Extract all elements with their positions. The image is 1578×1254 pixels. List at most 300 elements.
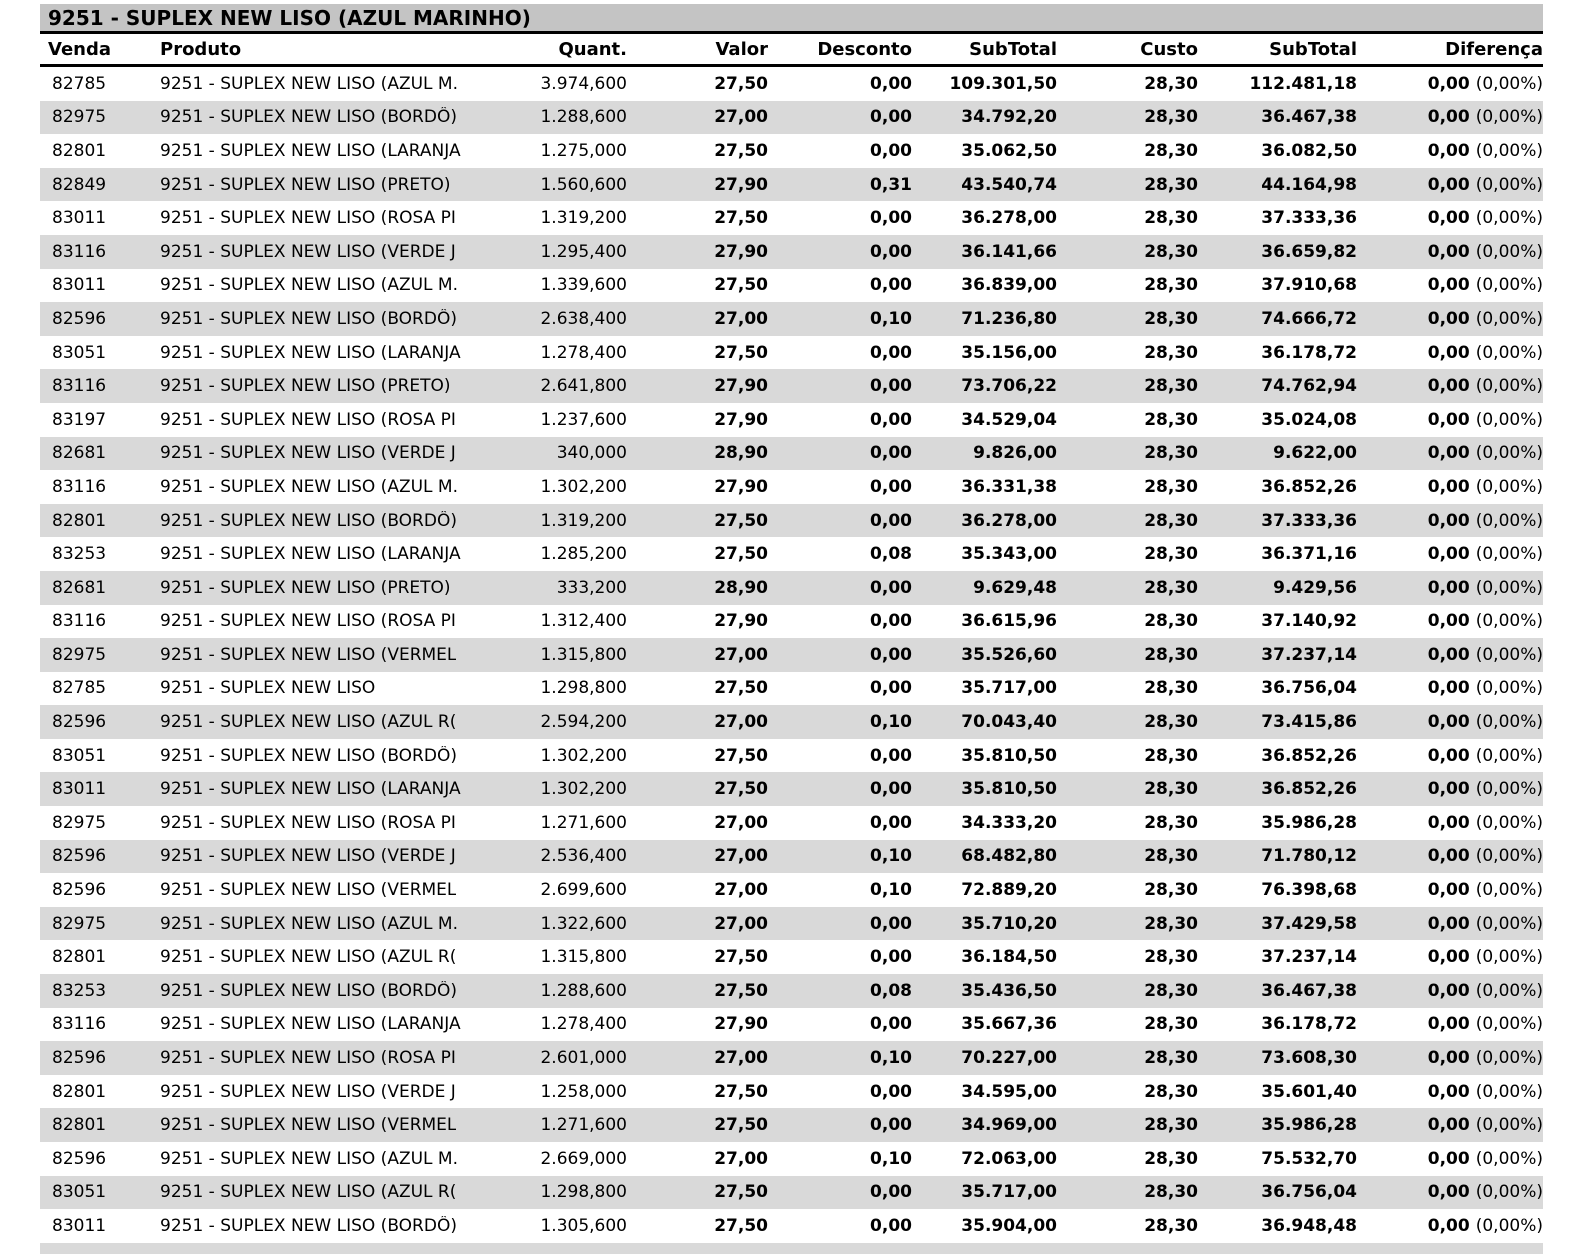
venda-cell: 83253 (52, 544, 107, 565)
diferenca-percent: (0,00%) (1475, 913, 1543, 934)
venda-cell: 82975 (52, 812, 107, 833)
quant-cell: 1.295,400 (540, 241, 627, 262)
subtotal-cell: 73.706,22 (961, 376, 1057, 397)
venda-cell: 83051 (52, 1182, 107, 1203)
produto-cell: 9251 - SUPLEX NEW LISO (VERDE J (160, 443, 456, 464)
subtotal-cell: 72.889,20 (961, 880, 1057, 901)
diferenca-value: 0,00 (1427, 107, 1470, 128)
valor-cell: 27,90 (714, 611, 768, 632)
valor-cell: 27,50 (714, 947, 768, 968)
subtotal-custo-cell: 36.852,26 (1261, 476, 1357, 497)
diferenca-cell (1357, 107, 1543, 127)
valor-cell: 27,00 (714, 308, 768, 329)
venda-cell: 82785 (52, 678, 107, 699)
produto-cell: 9251 - SUPLEX NEW LISO (BORDÔ) (160, 308, 457, 329)
venda-cell: 82596 (52, 880, 107, 901)
diferenca-cell (1357, 410, 1543, 430)
venda-cell: 83116 (52, 611, 107, 632)
diferenca-cell (1357, 914, 1543, 934)
diferenca-value: 0,00 (1427, 476, 1470, 497)
diferenca-value: 0,00 (1427, 241, 1470, 262)
quant-cell: 1.271,600 (540, 1115, 627, 1136)
quant-cell: 1.560,600 (540, 174, 627, 195)
subtotal-cell: 34.969,00 (961, 1115, 1057, 1136)
diferenca-value: 0,00 (1427, 913, 1470, 934)
table-row (40, 369, 1543, 403)
diferenca-cell (1357, 1082, 1543, 1102)
subtotal-cell: 36.278,00 (961, 510, 1057, 531)
venda-cell: 83116 (52, 1014, 107, 1035)
venda-cell: 82801 (52, 947, 107, 968)
produto-cell: 9251 - SUPLEX NEW LISO (LARANJA (160, 342, 461, 363)
quant-cell: 1.278,400 (540, 342, 627, 363)
custo-cell: 28,30 (1144, 208, 1198, 229)
valor-cell: 27,50 (714, 73, 768, 94)
table-row (40, 873, 1543, 907)
desconto-cell: 0,00 (870, 275, 912, 296)
custo-cell: 28,30 (1144, 812, 1198, 833)
custo-cell: 28,30 (1144, 678, 1198, 699)
produto-cell: 9251 - SUPLEX NEW LISO (ROSA PI (160, 812, 456, 833)
desconto-cell: 0,00 (870, 443, 912, 464)
table-row (40, 67, 1543, 101)
produto-quant-cell (160, 712, 627, 732)
desconto-cell: 0,00 (870, 678, 912, 699)
venda-cell: 83116 (52, 241, 107, 262)
venda-cell: 82596 (52, 1048, 107, 1069)
venda-cell: 83253 (52, 980, 107, 1001)
diferenca-percent: (0,00%) (1475, 342, 1543, 363)
valor-cell: 27,50 (714, 510, 768, 531)
diferenca-value: 0,00 (1427, 342, 1470, 363)
desconto-cell: 0,10 (870, 308, 912, 329)
diferenca-percent: (0,00%) (1475, 1215, 1543, 1236)
produto-quant-cell (160, 1048, 627, 1068)
diferenca-value: 0,00 (1427, 712, 1470, 733)
diferenca-cell (1357, 578, 1543, 598)
subtotal-cell: 35.526,60 (961, 644, 1057, 665)
quant-cell: 1.298,800 (540, 1182, 627, 1203)
custo-cell: 28,30 (1144, 980, 1198, 1001)
valor-cell: 27,90 (714, 174, 768, 195)
diferenca-value: 0,00 (1427, 880, 1470, 901)
produto-quant-cell (160, 242, 627, 262)
diferenca-cell (1357, 343, 1543, 363)
diferenca-percent: (0,00%) (1475, 779, 1543, 800)
produto-quant-cell (160, 678, 627, 698)
subtotal-cell: 9.826,00 (973, 443, 1057, 464)
quant-cell: 2.669,000 (540, 1148, 627, 1169)
subtotal-custo-cell: 76.398,68 (1261, 880, 1357, 901)
subtotal-custo-cell: 37.237,14 (1261, 947, 1357, 968)
venda-cell: 82849 (52, 174, 107, 195)
subtotal-cell: 71.236,80 (961, 308, 1057, 329)
valor-cell: 27,50 (714, 275, 768, 296)
custo-cell: 28,30 (1144, 644, 1198, 665)
quant-cell: 1.278,400 (540, 1014, 627, 1035)
produto-cell: 9251 - SUPLEX NEW LISO (VERDE J (160, 846, 456, 867)
table-body (40, 67, 1543, 1254)
quant-cell: 1.315,800 (540, 644, 627, 665)
subtotal-custo-cell: 75.532,70 (1261, 1148, 1357, 1169)
desconto-cell: 0,00 (870, 1115, 912, 1136)
produto-quant-cell (160, 1115, 627, 1135)
produto-quant-cell (160, 275, 627, 295)
valor-cell: 27,00 (714, 846, 768, 867)
table-row (40, 1209, 1543, 1243)
venda-cell: 83116 (52, 476, 107, 497)
produto-cell: 9251 - SUPLEX NEW LISO (BORDÔ) (160, 745, 457, 766)
valor-cell: 27,00 (714, 880, 768, 901)
diferenca-cell (1357, 645, 1543, 665)
custo-cell: 28,30 (1144, 510, 1198, 531)
produto-cell: 9251 - SUPLEX NEW LISO (ROSA PI (160, 1048, 456, 1069)
diferenca-percent: (0,00%) (1475, 73, 1543, 94)
produto-cell: 9251 - SUPLEX NEW LISO (BORDÔ) (160, 510, 457, 531)
diferenca-cell (1357, 1149, 1543, 1169)
desconto-cell: 0,00 (870, 913, 912, 934)
subtotal-cell: 72.063,00 (961, 1148, 1057, 1169)
venda-cell: 82596 (52, 1148, 107, 1169)
venda-cell: 82801 (52, 510, 107, 531)
subtotal-custo-cell: 35.986,28 (1261, 1115, 1357, 1136)
produto-quant-cell (160, 175, 627, 195)
diferenca-value: 0,00 (1427, 510, 1470, 531)
subtotal-custo-cell: 73.608,30 (1261, 1048, 1357, 1069)
desconto-cell: 0,00 (870, 947, 912, 968)
subtotal-custo-cell: 112.481,18 (1249, 73, 1357, 94)
desconto-cell: 0,00 (870, 1014, 912, 1035)
column-header-desconto: Desconto (817, 38, 912, 60)
table-row (40, 840, 1543, 874)
valor-cell: 27,50 (714, 342, 768, 363)
subtotal-custo-cell: 35.986,28 (1261, 812, 1357, 833)
custo-cell: 28,30 (1144, 376, 1198, 397)
diferenca-cell (1357, 947, 1543, 967)
produto-cell: 9251 - SUPLEX NEW LISO (160, 678, 376, 699)
quant-cell: 1.312,400 (540, 611, 627, 632)
produto-cell: 9251 - SUPLEX NEW LISO (AZUL R( (160, 1182, 457, 1203)
table-row (40, 336, 1543, 370)
diferenca-cell (1357, 242, 1543, 262)
diferenca-percent: (0,00%) (1475, 476, 1543, 497)
subtotal-custo-cell: 37.237,14 (1261, 644, 1357, 665)
desconto-cell: 0,00 (870, 140, 912, 161)
produto-quant-cell (160, 208, 627, 228)
desconto-cell: 0,08 (870, 980, 912, 1001)
diferenca-cell (1357, 544, 1543, 564)
table-row (40, 1142, 1543, 1176)
custo-cell: 28,30 (1144, 745, 1198, 766)
produto-cell: 9251 - SUPLEX NEW LISO (ROSA PI (160, 611, 456, 632)
produto-cell: 9251 - SUPLEX NEW LISO (PRETO) (160, 174, 451, 195)
diferenca-value: 0,00 (1427, 779, 1470, 800)
produto-quant-cell (160, 141, 627, 161)
valor-cell: 27,50 (714, 1081, 768, 1102)
table-row (40, 201, 1543, 235)
table-row (40, 1176, 1543, 1210)
custo-cell: 28,30 (1144, 1115, 1198, 1136)
venda-cell: 82975 (52, 913, 107, 934)
quant-cell: 2.601,000 (540, 1048, 627, 1069)
subtotal-cell: 109.301,50 (949, 73, 1057, 94)
diferenca-percent: (0,00%) (1475, 1148, 1543, 1169)
table-row (40, 1008, 1543, 1042)
venda-cell: 82596 (52, 846, 107, 867)
desconto-cell: 0,00 (870, 73, 912, 94)
produto-quant-cell (160, 611, 627, 631)
diferenca-percent: (0,00%) (1475, 107, 1543, 128)
quant-cell: 1.285,200 (540, 544, 627, 565)
diferenca-percent: (0,00%) (1475, 544, 1543, 565)
produto-quant-cell (160, 947, 627, 967)
produto-quant-cell (160, 443, 627, 463)
table-row (40, 235, 1543, 269)
subtotal-custo-cell: 36.948,48 (1261, 1215, 1357, 1236)
produto-cell: 9251 - SUPLEX NEW LISO (ROSA PI (160, 409, 456, 430)
subtotal-custo-cell: 36.852,26 (1261, 779, 1357, 800)
desconto-cell: 0,10 (870, 880, 912, 901)
produto-quant-cell (160, 74, 627, 94)
produto-quant-cell (160, 1216, 627, 1236)
valor-cell: 27,50 (714, 1215, 768, 1236)
subtotal-custo-cell: 36.756,04 (1261, 1182, 1357, 1203)
desconto-cell: 0,00 (870, 510, 912, 531)
diferenca-value: 0,00 (1427, 208, 1470, 229)
quant-cell: 1.288,600 (540, 980, 627, 1001)
produto-quant-cell (160, 477, 627, 497)
subtotal-cell: 9.629,48 (973, 577, 1057, 598)
valor-cell: 27,50 (714, 779, 768, 800)
subtotal-cell: 35.717,00 (961, 1182, 1057, 1203)
venda-cell: 82801 (52, 1115, 107, 1136)
quant-cell: 1.319,200 (540, 510, 627, 531)
valor-cell: 27,50 (714, 544, 768, 565)
subtotal-custo-cell: 71.780,12 (1261, 846, 1357, 867)
quant-cell: 340,000 (556, 443, 627, 464)
column-header-custo: Custo (1140, 38, 1198, 60)
venda-cell: 83011 (52, 275, 107, 296)
subtotal-cell: 35.156,00 (961, 342, 1057, 363)
subtotal-custo-cell: 36.467,38 (1261, 980, 1357, 1001)
column-header-valor: Valor (715, 38, 768, 60)
subtotal-cell: 35.717,00 (961, 678, 1057, 699)
diferenca-value: 0,00 (1427, 812, 1470, 833)
produto-cell: 9251 - SUPLEX NEW LISO (AZUL M. (160, 1148, 458, 1169)
valor-cell: 27,50 (714, 1182, 768, 1203)
venda-cell: 82785 (52, 73, 107, 94)
diferenca-cell (1357, 1216, 1543, 1236)
diferenca-cell (1357, 880, 1543, 900)
desconto-cell: 0,10 (870, 1048, 912, 1069)
desconto-cell: 0,00 (870, 644, 912, 665)
subtotal-custo-cell: 37.910,68 (1261, 275, 1357, 296)
diferenca-percent: (0,00%) (1475, 174, 1543, 195)
diferenca-cell (1357, 981, 1543, 1001)
produto-quant-cell (160, 880, 627, 900)
produto-quant-cell (160, 309, 627, 329)
diferenca-cell (1357, 511, 1543, 531)
diferenca-cell (1357, 443, 1543, 463)
quant-cell: 1.339,600 (540, 275, 627, 296)
custo-cell: 28,30 (1144, 275, 1198, 296)
produto-cell: 9251 - SUPLEX NEW LISO (LARANJA (160, 544, 461, 565)
produto-quant-cell (160, 511, 627, 531)
quant-cell: 1.237,600 (540, 409, 627, 430)
diferenca-value: 0,00 (1427, 1182, 1470, 1203)
custo-cell: 28,30 (1144, 947, 1198, 968)
venda-cell: 82596 (52, 308, 107, 329)
quant-cell: 2.594,200 (540, 712, 627, 733)
diferenca-value: 0,00 (1427, 1081, 1470, 1102)
produto-cell: 9251 - SUPLEX NEW LISO (VERMEL (160, 644, 457, 665)
produto-quant-cell (160, 914, 627, 934)
table-row (40, 974, 1543, 1008)
subtotal-custo-cell: 74.666,72 (1261, 308, 1357, 329)
diferenca-cell (1357, 74, 1543, 94)
diferenca-value: 0,00 (1427, 1048, 1470, 1069)
report-table (40, 4, 1543, 1254)
subtotal-cell: 36.839,00 (961, 275, 1057, 296)
quant-cell: 3.974,600 (540, 73, 627, 94)
quant-cell: 1.275,000 (540, 140, 627, 161)
desconto-cell: 0,08 (870, 544, 912, 565)
subtotal-custo-cell: 9.429,56 (1273, 577, 1357, 598)
produto-cell: 9251 - SUPLEX NEW LISO (LARANJA (160, 1014, 461, 1035)
valor-cell: 27,90 (714, 376, 768, 397)
diferenca-percent: (0,00%) (1475, 812, 1543, 833)
desconto-cell: 0,00 (870, 779, 912, 800)
table-row (40, 571, 1543, 605)
quant-cell: 1.258,000 (540, 1081, 627, 1102)
custo-cell: 28,30 (1144, 1215, 1198, 1236)
produto-quant-cell (160, 981, 627, 1001)
column-header-produto-quant (160, 39, 627, 60)
valor-cell: 27,00 (714, 1048, 768, 1069)
venda-cell: 83116 (52, 376, 107, 397)
diferenca-percent: (0,00%) (1475, 308, 1543, 329)
subtotal-cell: 34.595,00 (961, 1081, 1057, 1102)
diferenca-value: 0,00 (1427, 1014, 1470, 1035)
report-title: 9251 - SUPLEX NEW LISO (AZUL MARINHO) (48, 5, 531, 30)
diferenca-cell (1357, 813, 1543, 833)
produto-quant-cell (160, 813, 627, 833)
custo-cell: 28,30 (1144, 174, 1198, 195)
diferenca-cell (1357, 1014, 1543, 1034)
produto-cell: 9251 - SUPLEX NEW LISO (PRETO) (160, 376, 451, 397)
subtotal-cell: 35.904,00 (961, 1215, 1057, 1236)
desconto-cell: 0,00 (870, 1182, 912, 1203)
desconto-cell: 0,00 (870, 376, 912, 397)
custo-cell: 28,30 (1144, 1048, 1198, 1069)
produto-cell: 9251 - SUPLEX NEW LISO (PRETO) (160, 577, 451, 598)
produto-cell: 9251 - SUPLEX NEW LISO (AZUL M. (160, 476, 458, 497)
subtotal-cell: 43.540,74 (961, 174, 1057, 195)
custo-cell: 28,30 (1144, 342, 1198, 363)
desconto-cell: 0,00 (870, 342, 912, 363)
quant-cell: 2.638,400 (540, 308, 627, 329)
quant-cell: 2.641,800 (540, 376, 627, 397)
subtotal-cell: 35.810,50 (961, 779, 1057, 800)
subtotal-custo-cell: 36.082,50 (1261, 140, 1357, 161)
diferenca-percent: (0,00%) (1475, 880, 1543, 901)
subtotal-custo-cell: 36.467,38 (1261, 107, 1357, 128)
desconto-cell: 0,00 (870, 577, 912, 598)
diferenca-value: 0,00 (1427, 1215, 1470, 1236)
report-title-bar (40, 4, 1543, 34)
subtotal-cell: 35.710,20 (961, 913, 1057, 934)
diferenca-percent: (0,00%) (1475, 208, 1543, 229)
produto-quant-cell (160, 1014, 627, 1034)
diferenca-value: 0,00 (1427, 73, 1470, 94)
produto-quant-cell (160, 645, 627, 665)
table-row (40, 537, 1543, 571)
valor-cell: 27,90 (714, 476, 768, 497)
produto-cell: 9251 - SUPLEX NEW LISO (VERDE J (160, 1081, 456, 1102)
produto-cell: 9251 - SUPLEX NEW LISO (LARANJA (160, 779, 461, 800)
diferenca-value: 0,00 (1427, 846, 1470, 867)
table-row (40, 134, 1543, 168)
quant-cell: 1.271,600 (540, 812, 627, 833)
diferenca-percent: (0,00%) (1475, 1048, 1543, 1069)
produto-cell: 9251 - SUPLEX NEW LISO (VERMEL (160, 1115, 457, 1136)
venda-cell: 82801 (52, 140, 107, 161)
custo-cell: 28,30 (1144, 476, 1198, 497)
venda-cell: 82596 (52, 712, 107, 733)
desconto-cell: 0,00 (870, 812, 912, 833)
venda-cell: 83051 (52, 745, 107, 766)
diferenca-value: 0,00 (1427, 1115, 1470, 1136)
diferenca-value: 0,00 (1427, 644, 1470, 665)
quant-cell: 1.302,200 (540, 779, 627, 800)
desconto-cell: 0,00 (870, 745, 912, 766)
table-row (40, 672, 1543, 706)
produto-cell: 9251 - SUPLEX NEW LISO (AZUL M. (160, 913, 458, 934)
produto-cell: 9251 - SUPLEX NEW LISO (AZUL R( (160, 947, 457, 968)
diferenca-value: 0,00 (1427, 544, 1470, 565)
custo-cell: 28,30 (1144, 1081, 1198, 1102)
diferenca-cell (1357, 746, 1543, 766)
quant-cell: 2.536,400 (540, 846, 627, 867)
produto-quant-cell (160, 779, 627, 799)
subtotal-cell: 35.810,50 (961, 745, 1057, 766)
table-row (40, 1108, 1543, 1142)
diferenca-percent: (0,00%) (1475, 275, 1543, 296)
diferenca-value: 0,00 (1427, 376, 1470, 397)
valor-cell: 27,00 (714, 644, 768, 665)
venda-cell: 82681 (52, 577, 107, 598)
custo-cell: 28,30 (1144, 443, 1198, 464)
custo-cell: 28,30 (1144, 241, 1198, 262)
diferenca-percent: (0,00%) (1475, 611, 1543, 632)
custo-cell: 28,30 (1144, 577, 1198, 598)
subtotal-cell: 36.141,66 (961, 241, 1057, 262)
custo-cell: 28,30 (1144, 308, 1198, 329)
table-row (40, 437, 1543, 471)
subtotal-custo-cell: 73.415,86 (1261, 712, 1357, 733)
diferenca-value: 0,00 (1427, 174, 1470, 195)
quant-cell: 1.302,200 (540, 745, 627, 766)
subtotal-custo-cell: 36.659,82 (1261, 241, 1357, 262)
desconto-cell: 0,10 (870, 1148, 912, 1169)
subtotal-custo-cell: 36.756,04 (1261, 678, 1357, 699)
produto-quant-cell (160, 846, 627, 866)
diferenca-cell (1357, 141, 1543, 161)
custo-cell: 28,30 (1144, 1148, 1198, 1169)
diferenca-percent: (0,00%) (1475, 409, 1543, 430)
venda-cell: 82801 (52, 1081, 107, 1102)
quant-cell: 1.315,800 (540, 947, 627, 968)
